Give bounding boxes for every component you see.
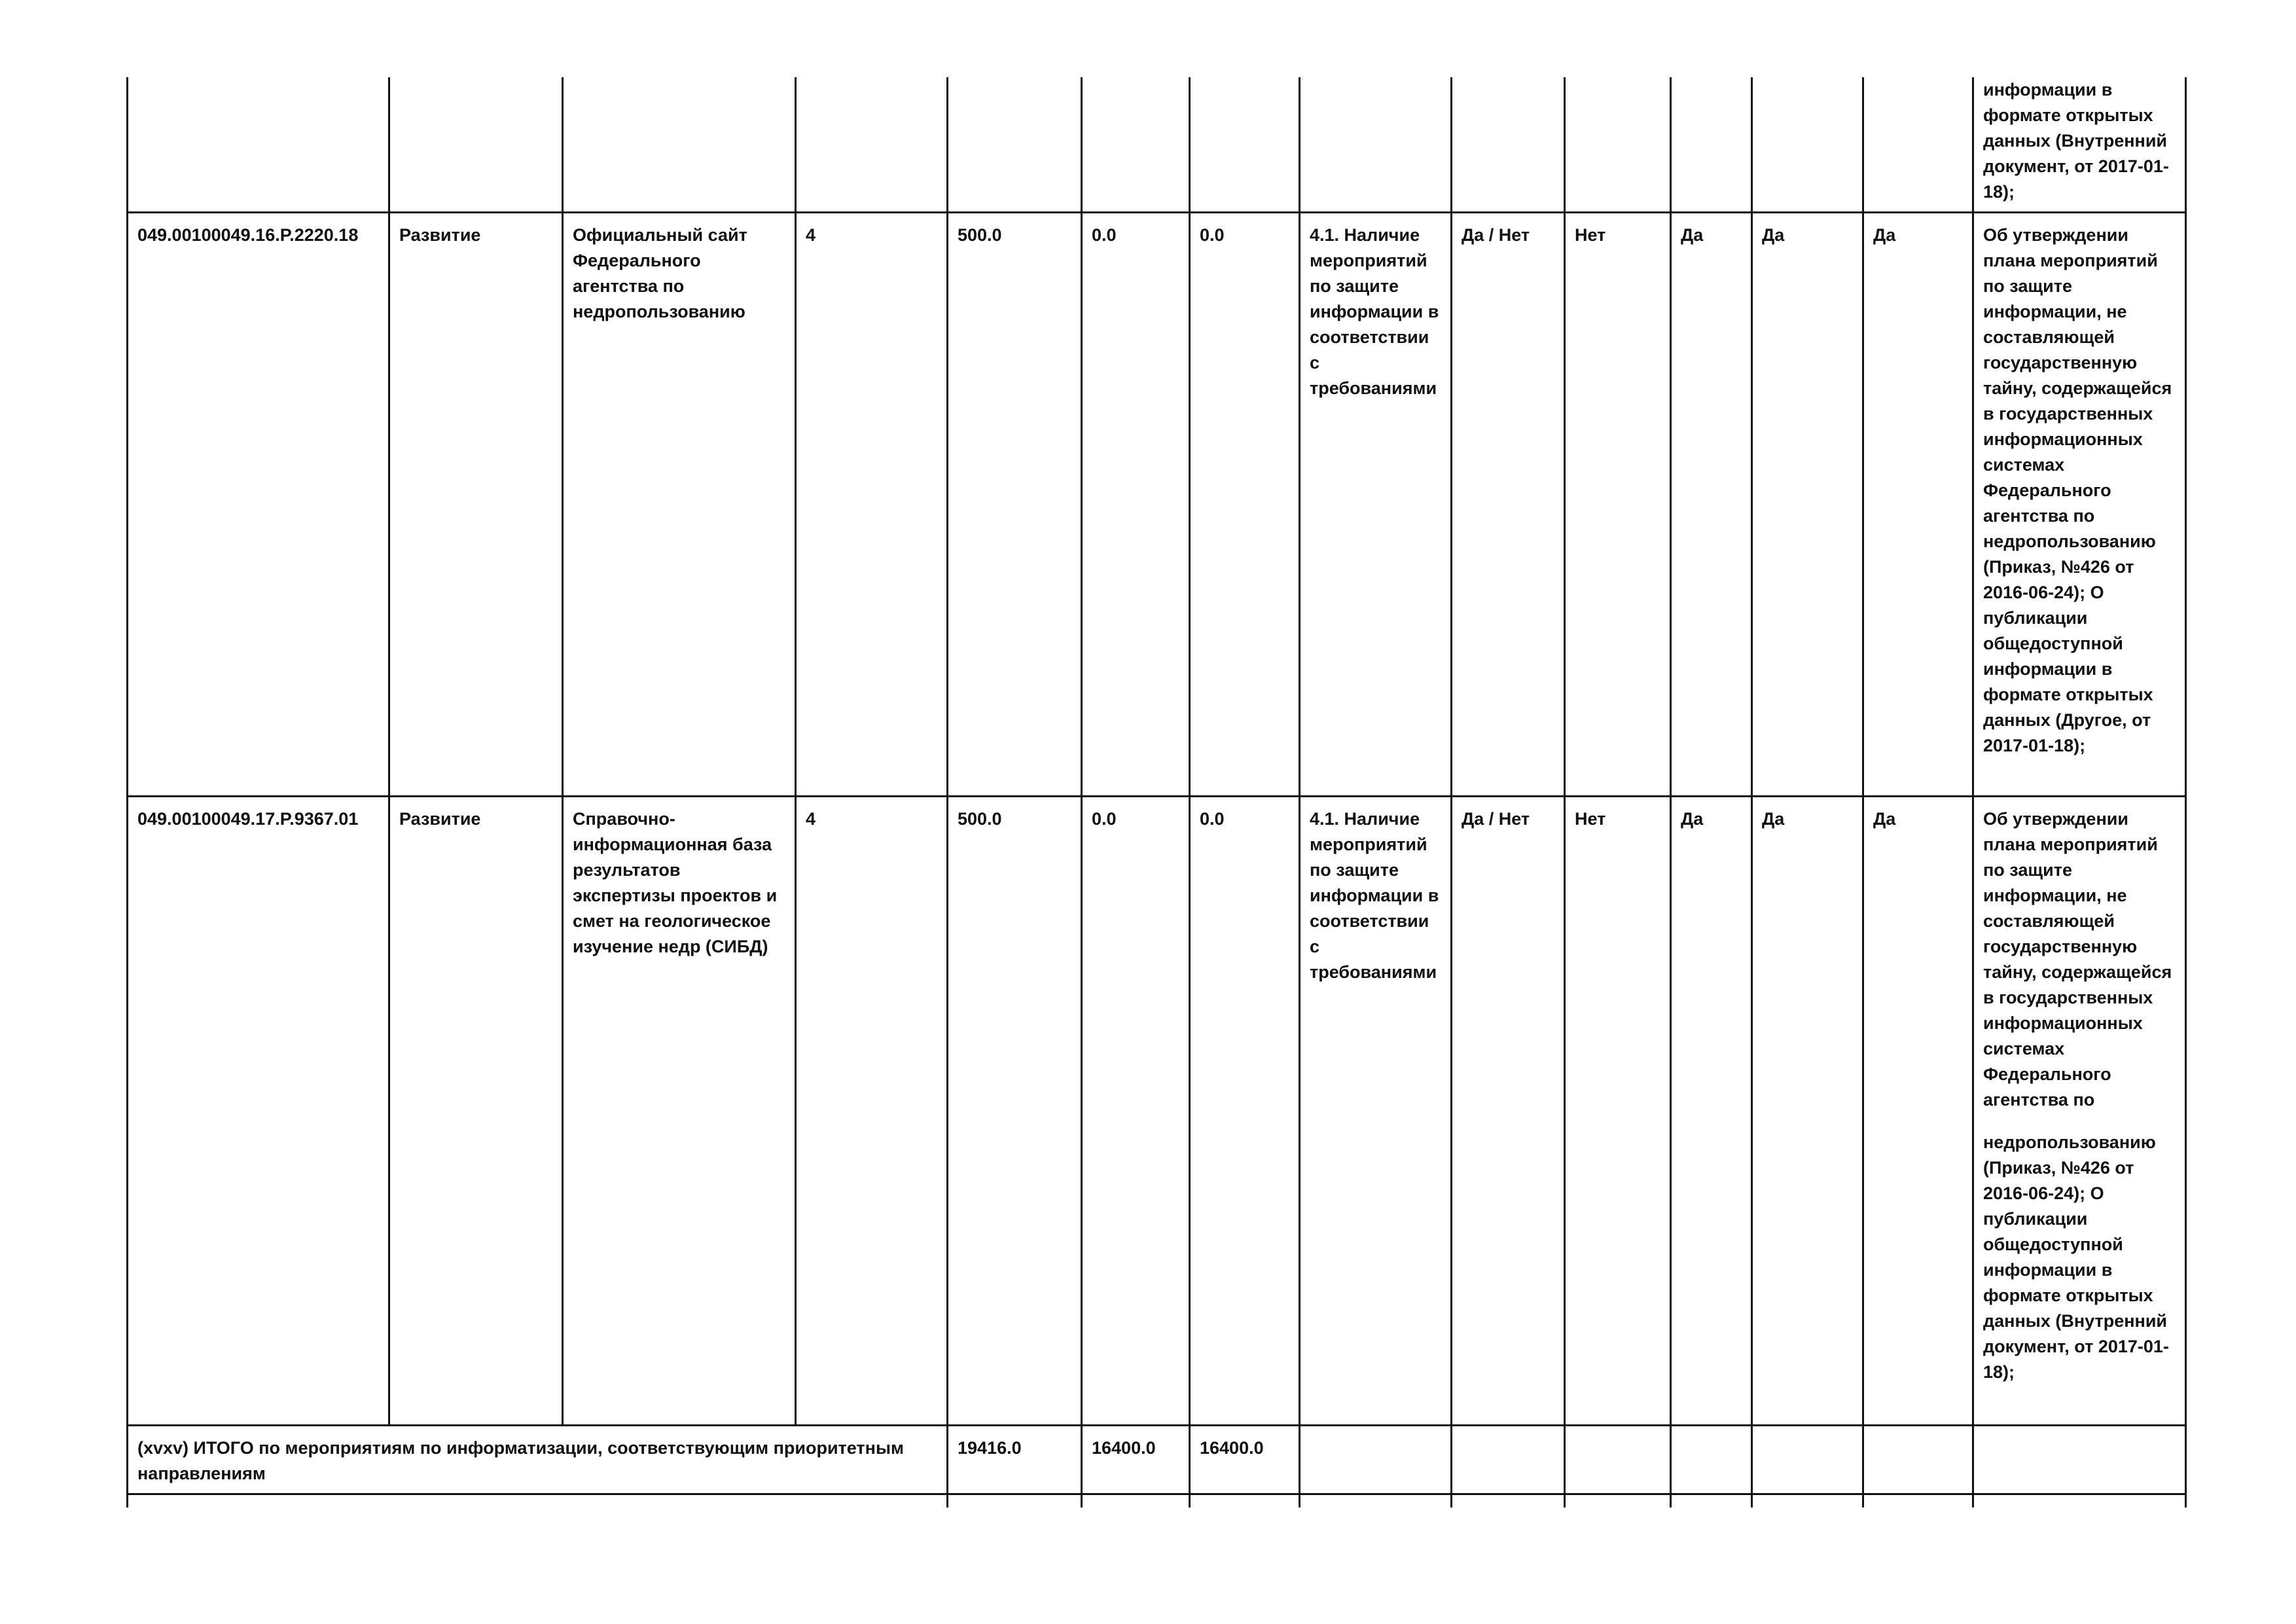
cell-code: 049.00100049.17.P.9367.01	[128, 797, 389, 1426]
cell-indicator: 4.1. Наличие мероприятий по защите информации в соответствии с требованиями	[1300, 797, 1452, 1426]
tail-cell	[1190, 1494, 1300, 1507]
tail-cell	[1452, 1494, 1565, 1507]
total-empty-cell	[1973, 1426, 2186, 1494]
table-row-cut-off	[128, 1494, 2186, 1507]
cell-value-3	[1190, 77, 1300, 213]
cell-year-3: Да	[1863, 797, 1973, 1426]
cell-value-1: 500.0	[948, 797, 1082, 1426]
cell-year-3: Да	[1863, 213, 1973, 797]
total-empty-cell	[1565, 1426, 1671, 1494]
cell-name	[563, 77, 796, 213]
documents-text-part-1: Об утверждении плана мероприятий по защите информации, не составляющей государственную тайну, содержащейся в государственных информационных системах Федерального агентства по	[1983, 809, 2172, 1110]
cell-base: Нет	[1565, 797, 1671, 1426]
cell-year-1	[1671, 77, 1752, 213]
tail-cell	[1082, 1494, 1190, 1507]
cell-value-1: 500.0	[948, 213, 1082, 797]
cell-indicator: 4.1. Наличие мероприятий по защите информации в соответствии с требованиями	[1300, 213, 1452, 797]
cell-stage: Развитие	[389, 797, 563, 1426]
tail-cell	[1863, 1494, 1973, 1507]
total-row	[128, 1426, 2186, 1494]
cell-documents: информации в формате открытых данных (Внутренний документ, от 2017-01-18);	[1973, 77, 2186, 213]
cell-c4: 4	[796, 213, 948, 797]
cell-value-2: 0.0	[1082, 797, 1190, 1426]
total-value-3: 16400.0	[1190, 1426, 1300, 1494]
cell-documents	[1973, 797, 2186, 1426]
cell-c4: 4	[796, 797, 948, 1426]
cell-name: Официальный сайт Федерального агентства по недропользованию	[563, 213, 796, 797]
cell-code: 049.00100049.16.P.2220.18	[128, 213, 389, 797]
cell-indicator	[1300, 77, 1452, 213]
table-row	[128, 77, 2186, 213]
cell-year-3	[1863, 77, 1973, 213]
cell-stage: Развитие	[389, 213, 563, 797]
cell-value-2: 0.0	[1082, 213, 1190, 797]
tail-cell	[1671, 1494, 1752, 1507]
cell-code	[128, 77, 389, 213]
cell-c4	[796, 77, 948, 213]
cell-unit: Да / Нет	[1452, 213, 1565, 797]
total-empty-cell	[1863, 1426, 1973, 1494]
cell-year-2	[1752, 77, 1863, 213]
cell-value-1	[948, 77, 1082, 213]
cell-year-2: Да	[1752, 213, 1863, 797]
cell-year-1: Да	[1671, 797, 1752, 1426]
cell-value-3: 0.0	[1190, 213, 1300, 797]
cell-year-2: Да	[1752, 797, 1863, 1426]
cell-documents: Об утверждении плана мероприятий по защите информации, не составляющей государственную тайну, содержащейся в государственных информационных системах Федерального агентства по недропользованию (Приказ, №426 от 2016-06-24); О публикации общедоступной информации в формате открытых данных (Другое, от 2017-01-18);	[1973, 213, 2186, 797]
total-empty-cell	[1300, 1426, 1452, 1494]
total-empty-cell	[1752, 1426, 1863, 1494]
total-label: (xvxv) ИТОГО по мероприятиям по информатизации, соответствующим приоритетным направлениям	[128, 1426, 948, 1494]
total-value-2: 16400.0	[1082, 1426, 1190, 1494]
cell-name: Справочно-информационная база результатов экспертизы проектов и смет на геологическое изучение недр (СИБД)	[563, 797, 796, 1426]
cell-base: Нет	[1565, 213, 1671, 797]
tail-cell	[128, 1494, 948, 1507]
table-row	[128, 213, 2186, 797]
informatization-measures-table	[126, 77, 2187, 1507]
tail-cell	[948, 1494, 1082, 1507]
table-row	[128, 797, 2186, 1426]
tail-cell	[1300, 1494, 1452, 1507]
cell-year-1: Да	[1671, 213, 1752, 797]
total-empty-cell	[1452, 1426, 1565, 1494]
cell-value-3: 0.0	[1190, 797, 1300, 1426]
tail-cell	[1752, 1494, 1863, 1507]
cell-stage	[389, 77, 563, 213]
total-value-1: 19416.0	[948, 1426, 1082, 1494]
documents-text-part-2: недропользованию (Приказ, №426 от 2016-06-24); О публикации общедоступной информации в формате открытых данных (Внутренний документ, от 2017-01-18);	[1983, 1132, 2169, 1382]
tail-cell	[1973, 1494, 2186, 1507]
cell-value-2	[1082, 77, 1190, 213]
cell-unit: Да / Нет	[1452, 797, 1565, 1426]
total-empty-cell	[1671, 1426, 1752, 1494]
tail-cell	[1565, 1494, 1671, 1507]
cell-base	[1565, 77, 1671, 213]
cell-unit	[1452, 77, 1565, 213]
